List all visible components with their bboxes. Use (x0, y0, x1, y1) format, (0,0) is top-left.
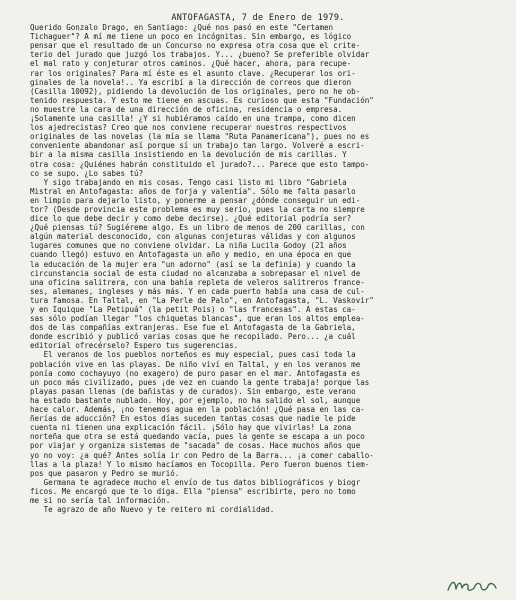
letter-line: otra cosa: ¿Quiénes habrán constituido el jurado?... Parece que esto tampo- (30, 159, 370, 169)
letter-line: dos de las compañías extranjeras. Ese fue el Antofagasta de la Gabriela, (30, 323, 356, 333)
letter-line: un poco más civilizado, pues ¡de vez en cuando la gente trabaja! porque las (30, 377, 370, 387)
letter-line: tor? (Desde provincia este problema es muy serio, pues la carta no siempre (30, 204, 365, 214)
letter-line: Tichaguer"? A mí me tiene un poco en incógnitas. Sin embargo, es lógico (30, 32, 352, 42)
letter-line: ñerías de aducción? En estos días suceden tantas cosas que nadie le pide (30, 414, 356, 424)
letter-line: norteña que otra se está quedando vacía, pues la gente se escapa a un poco (30, 432, 365, 442)
letter-line: no muestre la cara de una dirección de oficina, residencia o empresa. (30, 104, 343, 114)
letter-line: conveniente abandonar así porque sí un trabajo tan largo. Volveré a escri- (30, 141, 365, 151)
letter-line: terio del jurado que juzgó los trabajos. Y... ¿bueno? Se preferible olvidar (30, 50, 370, 60)
letter-line: (Casilla 10092), pidiendo la devolución de los originales, pero no he ob- (30, 86, 361, 96)
letter-line: Mistral en Antofagasta: años de forja y valentía". Sólo me falta pasarlo (30, 186, 356, 196)
letter-line: yo no voy: ¿a qué? Antes solía ir con Pedro de la Barra... ¡a comer caballo- (30, 450, 374, 460)
letter-line: tenido respuesta. Y esto me tiene en ascuas. Es curioso que esta "Fundación" (30, 95, 374, 105)
letter-line: ponía como cochayuyo (no exagero) de puro pasar en el mar. Antofagasta es (30, 368, 361, 378)
letter-line: El veranos de los pueblos norteños es muy especial, pues casi toda la (30, 350, 356, 360)
letter-line: tura famosa. En Taltal, en "La Perle de Palo", en Antofagasta, "L. Vaskovir" (30, 295, 374, 305)
letter-line: ginales de la novela!.. Ya escribí a la dirección de correos que dieron (30, 77, 352, 87)
letter-line: pensar que el resultado de un Concurso no expresa otra cosa que el crite- (30, 41, 361, 51)
handwritten-signature (444, 575, 504, 595)
letter-line: Germana te agradece mucho el envío de tus datos bibliográficos y biogr (30, 477, 361, 487)
letter-line: y en Iquique "La Petipuá" (la petit Pois) o "las francesas". A estas ca- (30, 305, 356, 314)
letter-line: cuando llegó) estuvo en Antofagasta un año y medio, en una época en que (30, 250, 352, 260)
letter-line: co se supo. ¿Lo sabes tú? (30, 168, 144, 178)
letter-line: rar los originales? Para mí éste es el asunto clave. ¿Recuperar los ori- (30, 68, 356, 78)
letter-line: llas a la plaza! Y lo mismo hacíamos en Tocopilla. Pero fueron buenos tiem- (30, 459, 370, 469)
letter-line: Y sigo trabajando en mis cosas. Tengo casi listo mi libro "Gabriela (30, 177, 347, 187)
letter-line: ¿Qué piensas tú? Sugiéreme algo. Es un libro de menos de 200 carillas, con (30, 223, 365, 233)
letter-line: Querido Gonzalo Drago, en Santiago: ¿Qué nos pasó en este "Certamen (30, 23, 334, 33)
letter-line: cuenta ni tienen una explicación fácil. ¡Sólo hay que vivirlas! La zona (30, 423, 352, 433)
letter-line: en limpio para dejarlo listo, y ponerme a pensar ¿dónde conseguir un edi- (30, 195, 361, 205)
letter-line: población vive en las playas. De niño viví en Taltal, y en los veranos me (30, 359, 361, 369)
letter-body (30, 14, 500, 514)
letter-line: hace calor. Además, ¡no tenemos agua en la población! ¿Qué pasa en las ca- (30, 405, 365, 415)
letter-line: algún material desconocido, con algunas conjeturas válidas y con algunos (30, 232, 356, 242)
letter-line: me si no sería tal información. (30, 495, 171, 505)
letter-line: pos que pasaron y Pedro se murió. (30, 468, 180, 478)
letter-heading: ANTOFAGASTA, 7 de Enero de 1979. (171, 13, 345, 23)
letter-line: ¡Solamente una casilla! ¿Y si hubiéramos caído en una trampa, como dicen (30, 114, 356, 124)
letter-line: el mal rato y conjeturar otros caminos. ¿Qué hacer, ahora, para recupe- (30, 59, 352, 69)
letter-line: playas pasan llenas (de bañistas y de curados). Sin embargo, este verano (30, 386, 356, 396)
letter-line: donde escribió y publicó varias cosas que he recopilado. Pero... ¿a cuál (30, 332, 356, 342)
letter-line: los ajedrecistas? Creo que nos conviene recuperar nuestros respectivos (30, 123, 347, 133)
letter-line: editorial ofrecérselo? Espero tus sugerencias. (30, 341, 239, 351)
letter-line: ha estado bastante nublado. Hoy, por ejemplo, no ha salido el sol, aunque (30, 395, 361, 405)
letter-line: lugares comunes que no conviene olvidar. La niña Lucila Godoy (21 años (30, 241, 347, 251)
letter-line: ficos. Me encargó que te lo diga. Ella "piensa" escribirte, pero no tomo (30, 486, 356, 496)
letter-line (30, 14, 500, 23)
letter-line: ses, alemanes, ingleses y más más. Y en cada puerto había una casa de cul- (30, 286, 365, 296)
letter-line: originales de las novelas (la mía se llama "Ruta Panamericana"), pues no es (30, 132, 370, 142)
letter-line: sas sólo podían llegar "los chiquetas blancas", que eran los altos emplea- (30, 314, 365, 324)
letter-line: por viajar y organiza sistemas de "sacada" de cosas. Hace muchos años que (30, 441, 361, 451)
letter-line: circunstancia social de esta ciudad no alcanzaba a sobrepasar el nivel de (30, 268, 361, 278)
letter-line: la educación de la mujer era "un adorno" (así se la definía) y cuando la (30, 259, 356, 269)
letter-line: una oficina salitrera, con una bahía repleta de veleros salitreros france- (30, 277, 365, 287)
letter-line: dice lo que debe decir y como debe decirse). ¿Qué editorial podría ser? (30, 214, 352, 224)
letter-line: bir a la misma casilla insistiendo en la devolución de mis carillas. Y (30, 150, 347, 160)
letter-line: Te agrazo de año Nuevo y te reitero mi cordialidad. (30, 505, 275, 515)
